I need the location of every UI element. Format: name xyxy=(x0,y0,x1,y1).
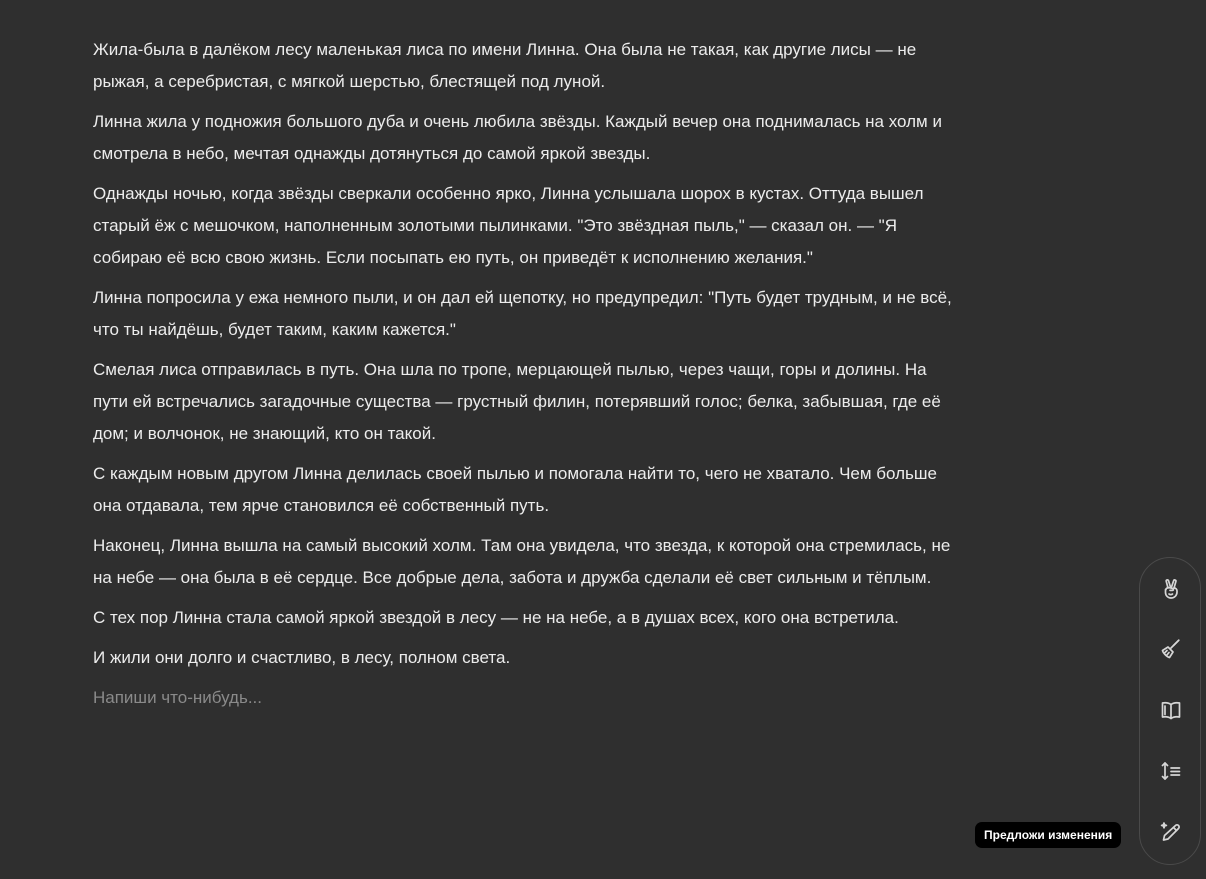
canvas-document[interactable] xyxy=(93,34,961,714)
paragraph[interactable]: Смелая лиса отправилась в путь. Она шла по тропе, мерцающей пылью, через чащи, горы и долины. На пути ей встречались загадочные существа — грустный филин, потерявший голос; белка, забывшая, где её дом; и волчонок, не знающий, кто он такой. xyxy=(93,360,941,443)
pencil-sparkle-icon xyxy=(1159,820,1183,849)
edit-toolbar xyxy=(1139,557,1201,865)
reading-level-button[interactable] xyxy=(1151,692,1191,732)
paragraph[interactable]: Наконец, Линна вышла на самый высокий холм. Там она увидела, что звезда, к которой она стремилась, не на небе — она была в её сердце. Все добрые дела, забота и дружба сделали её свет сильным и тёплым. xyxy=(93,536,951,587)
length-adjust-icon xyxy=(1159,759,1183,788)
tooltip-suggest-edits: Предложи изменения xyxy=(975,822,1121,848)
paragraph[interactable]: Жила-была в далёком лесу маленькая лиса по имени Линна. Она была не такая, как другие лисы — не рыжая, а серебристая, с мягкой шерстью, блестящей под луной. xyxy=(93,40,917,91)
paragraph[interactable]: С каждым новым другом Линна делилась своей пылью и помогала найти то, чего не хватало. Чем больше она отдавала, тем ярче становился её собственный путь. xyxy=(93,464,937,515)
paragraph[interactable]: Линна жила у подножия большого дуба и очень любила звёзды. Каждый вечер она поднималась на холм и смотрела в небо, мечтая однажды дотянуться до самой яркой звезды. xyxy=(93,112,942,163)
adjust-length-button[interactable] xyxy=(1151,753,1191,793)
emoji-hand-icon xyxy=(1159,577,1183,606)
paragraph[interactable]: И жили они долго и счастливо, в лесу, полном света. xyxy=(93,648,511,667)
paintbrush-icon xyxy=(1159,637,1183,666)
add-emoji-button[interactable] xyxy=(1151,571,1191,611)
paragraph[interactable]: Однажды ночью, когда звёзды сверкали особенно ярко, Линна услышала шорох в кустах. Оттуда вышел старый ёж с мешочком, наполненным золотыми пылинками. "Это звёздная пыль," — сказал он. — "Я собираю её всю свою жизнь. Если посыпать ею путь, он приведёт к исполнению желания." xyxy=(93,184,924,267)
paragraph[interactable]: Линна попросила у ежа немного пыли, и он дал ей щепотку, но предупредил: "Путь будет трудным, и не всё, что ты найдёшь, будет таким, каким кажется." xyxy=(93,288,952,339)
book-icon xyxy=(1159,698,1183,727)
polish-button[interactable] xyxy=(1151,631,1191,671)
paragraph[interactable]: С тех пор Линна стала самой яркой звездой в лесу — не на небе, а в душах всех, кого она встретила. xyxy=(93,608,899,627)
suggest-edits-button[interactable] xyxy=(1151,814,1191,854)
empty-line-placeholder[interactable]: Напиши что-нибудь... xyxy=(93,688,262,707)
